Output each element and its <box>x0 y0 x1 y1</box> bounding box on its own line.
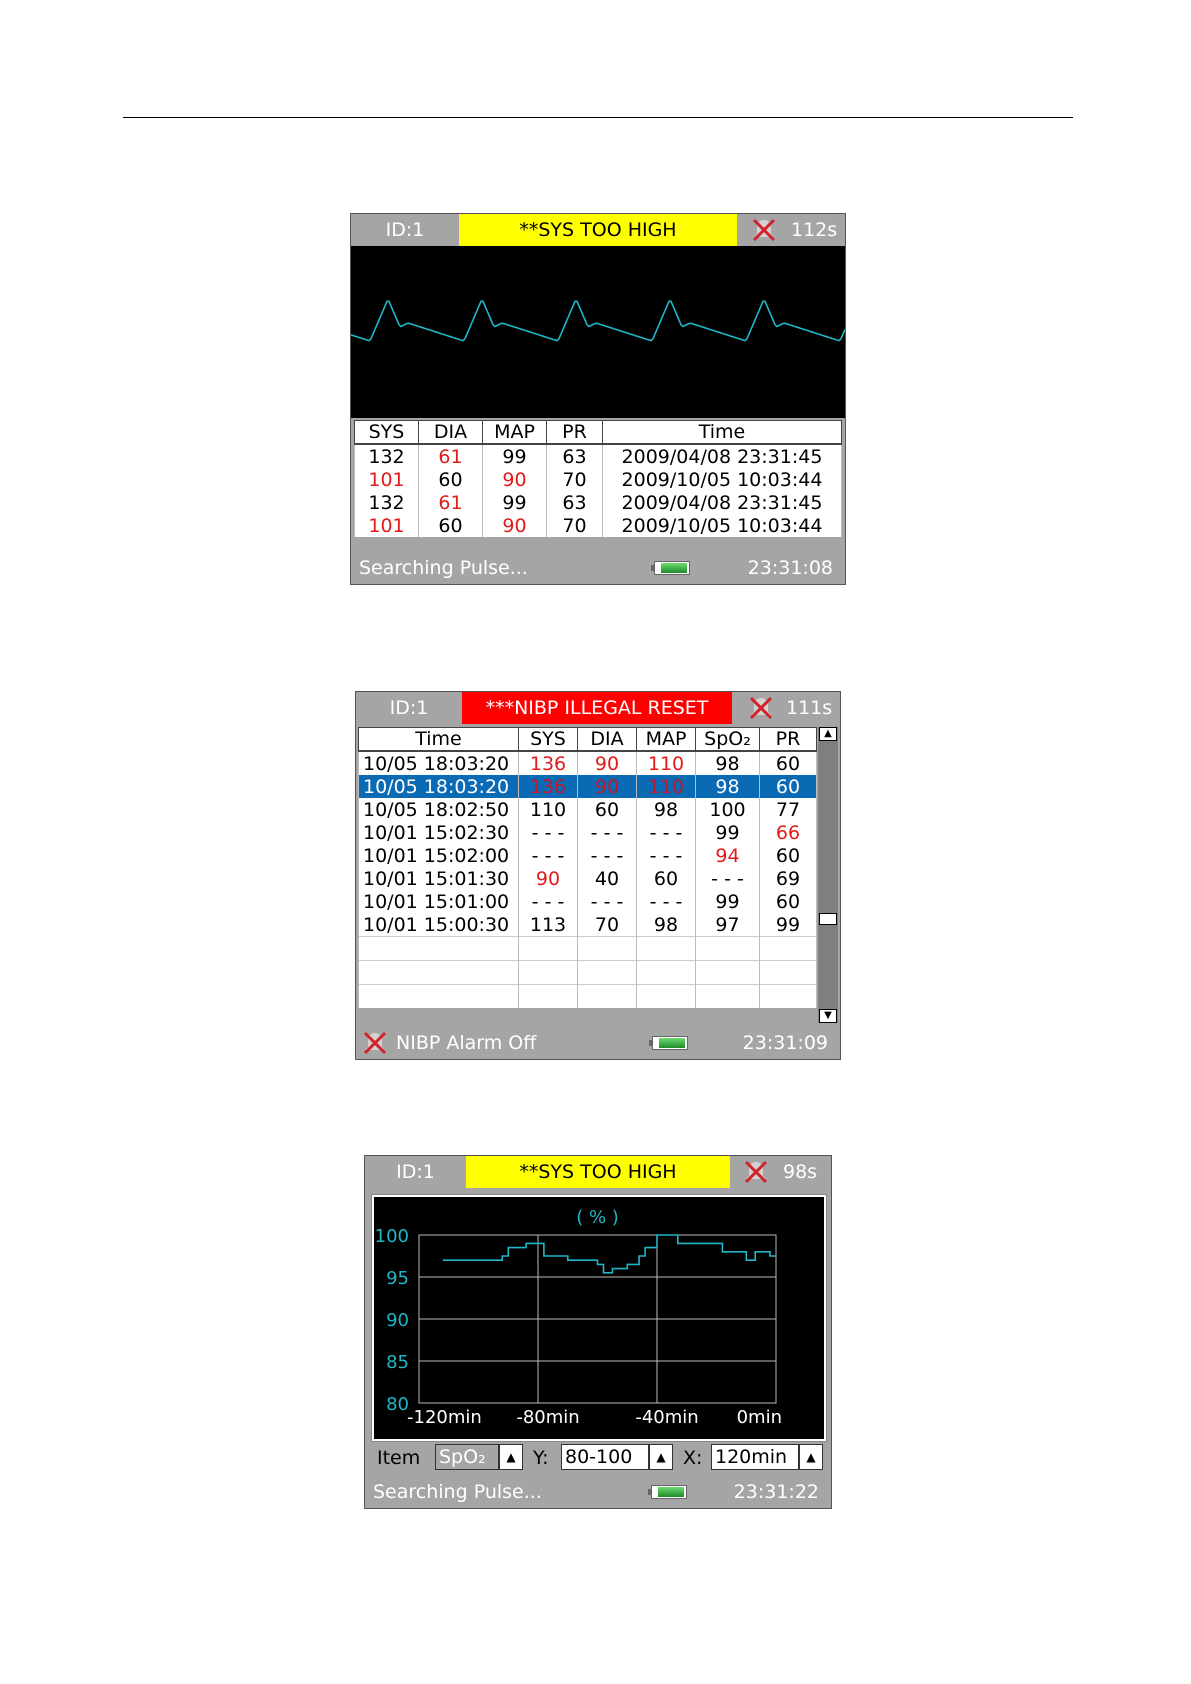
empty-cell <box>578 961 637 985</box>
table-cell: 10/01 15:02:00 <box>359 844 519 867</box>
table-row[interactable] <box>359 844 817 867</box>
monitor-screen-trend-graph <box>364 1155 832 1509</box>
table-cell: 63 <box>547 444 603 468</box>
trend-table[interactable] <box>358 727 817 1008</box>
table-cell: 99 <box>483 491 547 514</box>
table-cell: 90 <box>578 751 637 775</box>
status-message: Searching Pulse... <box>373 1481 542 1503</box>
header-bar <box>365 1156 831 1188</box>
screen2-column-header: MAP <box>637 728 696 752</box>
alarm-message: **SYS TOO HIGH <box>459 214 737 246</box>
table-cell: 69 <box>760 867 817 890</box>
screen2-column-header: SpO₂ <box>696 728 760 752</box>
table-row[interactable] <box>359 751 817 775</box>
nibp-history-table <box>354 420 842 537</box>
table-cell: - - - <box>578 821 637 844</box>
table-cell: 2009/10/05 10:03:44 <box>603 468 842 491</box>
empty-cell <box>760 961 817 985</box>
item-label: Item <box>377 1447 421 1469</box>
table-cell: 99 <box>696 890 760 913</box>
table-cell: 90 <box>483 514 547 537</box>
empty-cell <box>637 985 696 1009</box>
y-tick-label: 80 <box>386 1394 409 1415</box>
table-cell: 2009/04/08 23:31:45 <box>603 491 842 514</box>
scroll-up-button[interactable]: ▲ <box>819 727 837 741</box>
table-cell: 60 <box>419 514 483 537</box>
clock: 23:31:09 <box>742 1032 828 1054</box>
table-cell: 97 <box>696 913 760 937</box>
table-cell: 98 <box>696 751 760 775</box>
spo2-trend-line <box>443 1235 776 1273</box>
table-row[interactable] <box>355 444 842 468</box>
empty-row <box>359 985 817 1009</box>
table-cell: 60 <box>760 751 817 775</box>
empty-cell <box>519 937 578 961</box>
alarm-countdown: 98s <box>783 1161 818 1183</box>
table-cell: 136 <box>519 775 578 798</box>
table-row[interactable] <box>359 913 817 937</box>
alarm-countdown: 111s <box>786 697 833 719</box>
table-cell: 99 <box>696 821 760 844</box>
table-cell: 94 <box>696 844 760 867</box>
x-tick-label: -40min <box>635 1407 699 1428</box>
table-cell: 90 <box>578 775 637 798</box>
battery-icon <box>652 1036 688 1050</box>
table-cell: 70 <box>547 468 603 491</box>
empty-cell <box>637 937 696 961</box>
table-cell: - - - <box>637 844 696 867</box>
header-bar <box>356 692 840 724</box>
x-range-select-arrow[interactable]: ▲ <box>799 1444 823 1470</box>
table-row[interactable] <box>359 775 817 798</box>
table-cell: 70 <box>547 514 603 537</box>
table-cell: 101 <box>355 514 419 537</box>
table-cell: 10/05 18:03:20 <box>359 751 519 775</box>
table-cell: - - - <box>696 867 760 890</box>
table-cell: 60 <box>419 468 483 491</box>
y-range-select-arrow[interactable]: ▲ <box>649 1444 673 1470</box>
patient-id: ID:1 <box>389 697 429 719</box>
screen1-column-header: PR <box>547 421 603 445</box>
screen1-column-header: DIA <box>419 421 483 445</box>
empty-row <box>359 961 817 985</box>
patient-id: ID:1 <box>385 219 425 241</box>
alarm-silenced-icon <box>751 217 777 243</box>
clock: 23:31:08 <box>747 557 833 579</box>
screen1-column-header: MAP <box>483 421 547 445</box>
table-cell: 61 <box>419 444 483 468</box>
table-cell: 77 <box>760 798 817 821</box>
empty-cell <box>696 985 760 1009</box>
table-cell: 2009/10/05 10:03:44 <box>603 514 842 537</box>
table-row[interactable] <box>359 867 817 890</box>
table-cell: - - - <box>519 821 578 844</box>
table-row[interactable] <box>359 798 817 821</box>
screen2-column-header: DIA <box>578 728 637 752</box>
x-range-label: X: <box>683 1447 703 1469</box>
empty-cell <box>359 937 519 961</box>
table-cell: - - - <box>519 844 578 867</box>
pulse-waveform <box>351 246 845 418</box>
status-bar <box>365 1476 831 1508</box>
table-cell: 132 <box>355 444 419 468</box>
item-select[interactable]: SpO₂ <box>435 1444 499 1470</box>
table-cell: 99 <box>483 444 547 468</box>
table-cell: 70 <box>578 913 637 937</box>
table-cell: 10/01 15:01:00 <box>359 890 519 913</box>
table-cell: - - - <box>637 890 696 913</box>
alarm-message: **SYS TOO HIGH <box>466 1156 730 1188</box>
clock: 23:31:22 <box>733 1481 819 1503</box>
chart-unit-label: ( % ) <box>576 1207 619 1228</box>
table-cell: 110 <box>637 751 696 775</box>
table-cell: 98 <box>696 775 760 798</box>
empty-cell <box>578 937 637 961</box>
y-tick-label: 100 <box>374 1226 409 1247</box>
x-tick-label: 0min <box>736 1407 782 1428</box>
table-cell: 113 <box>519 913 578 937</box>
table-cell: 136 <box>519 751 578 775</box>
table-cell: 40 <box>578 867 637 890</box>
screen1-column-header: Time <box>603 421 842 445</box>
empty-cell <box>696 961 760 985</box>
monitor-screen-trend-table <box>355 691 841 1060</box>
table-cell: 60 <box>578 798 637 821</box>
empty-cell <box>578 985 637 1009</box>
trend-graph <box>374 1197 824 1439</box>
screen1-column-header: SYS <box>355 421 419 445</box>
table-cell: - - - <box>578 890 637 913</box>
trend-graph-frame <box>371 1194 827 1442</box>
table-cell: 60 <box>760 844 817 867</box>
empty-cell <box>519 961 578 985</box>
alarm-silenced-icon <box>743 1159 769 1185</box>
table-row[interactable] <box>359 890 817 913</box>
table-cell: 60 <box>760 775 817 798</box>
table-cell: 98 <box>637 798 696 821</box>
table-cell: 99 <box>760 913 817 937</box>
table-cell: - - - <box>637 821 696 844</box>
table-cell: 10/01 15:02:30 <box>359 821 519 844</box>
table-row[interactable] <box>355 491 842 514</box>
table-cell: 60 <box>760 890 817 913</box>
table-row[interactable] <box>355 468 842 491</box>
screen2-column-header: PR <box>760 728 817 752</box>
y-tick-label: 85 <box>386 1352 409 1373</box>
header-bar <box>351 214 845 246</box>
table-cell: 2009/04/08 23:31:45 <box>603 444 842 468</box>
monitor-screen-nibp-list <box>350 213 846 585</box>
status-bar <box>356 1027 840 1059</box>
x-tick-label: -80min <box>516 1407 580 1428</box>
table-cell: 101 <box>355 468 419 491</box>
scrollbar[interactable] <box>818 727 838 1023</box>
empty-cell <box>359 985 519 1009</box>
table-cell: 10/01 15:01:30 <box>359 867 519 890</box>
table-cell: 63 <box>547 491 603 514</box>
table-cell: - - - <box>578 844 637 867</box>
alarm-countdown: 112s <box>791 219 838 241</box>
scroll-thumb[interactable] <box>819 913 837 925</box>
status-bar <box>351 552 845 584</box>
y-tick-label: 90 <box>386 1310 409 1331</box>
empty-cell <box>760 985 817 1009</box>
y-range-label: Y: <box>533 1447 549 1469</box>
battery-icon <box>654 561 690 575</box>
x-tick-label: -120min <box>407 1407 482 1428</box>
alarm-silenced-icon <box>748 695 774 721</box>
status-message: NIBP Alarm Off <box>396 1032 537 1054</box>
x-range-select[interactable]: 120min <box>711 1444 799 1470</box>
table-cell: 110 <box>637 775 696 798</box>
table-cell: 10/01 15:00:30 <box>359 913 519 937</box>
table-cell: 66 <box>760 821 817 844</box>
empty-cell <box>519 985 578 1009</box>
empty-row <box>359 937 817 961</box>
item-select-arrow[interactable]: ▲ <box>499 1444 523 1470</box>
table-cell: 110 <box>519 798 578 821</box>
y-range-select[interactable]: 80-100 <box>561 1444 649 1470</box>
empty-cell <box>696 937 760 961</box>
table-cell: - - - <box>519 890 578 913</box>
battery-icon <box>651 1485 687 1499</box>
empty-cell <box>760 937 817 961</box>
table-cell: 10/05 18:02:50 <box>359 798 519 821</box>
alarm-off-icon <box>362 1030 388 1056</box>
scroll-down-button[interactable]: ▼ <box>819 1009 837 1023</box>
screen2-column-header: Time <box>359 728 519 752</box>
alarm-message: ***NIBP ILLEGAL RESET <box>462 692 732 724</box>
table-cell: 60 <box>637 867 696 890</box>
screen2-column-header: SYS <box>519 728 578 752</box>
table-cell: 61 <box>419 491 483 514</box>
table-row[interactable] <box>359 821 817 844</box>
y-tick-label: 95 <box>386 1268 409 1289</box>
table-cell: 132 <box>355 491 419 514</box>
empty-cell <box>359 961 519 985</box>
table-cell: 90 <box>519 867 578 890</box>
table-cell: 90 <box>483 468 547 491</box>
patient-id: ID:1 <box>396 1161 435 1183</box>
status-message: Searching Pulse... <box>359 557 528 579</box>
empty-cell <box>637 961 696 985</box>
table-row[interactable] <box>355 514 842 537</box>
table-cell: 10/05 18:03:20 <box>359 775 519 798</box>
trend-chart-svg <box>374 1197 824 1439</box>
table-cell: 98 <box>637 913 696 937</box>
pulse-wave-line <box>351 301 845 340</box>
page-rule <box>123 117 1073 118</box>
pulse-wave-svg <box>351 246 845 418</box>
table-cell: 100 <box>696 798 760 821</box>
